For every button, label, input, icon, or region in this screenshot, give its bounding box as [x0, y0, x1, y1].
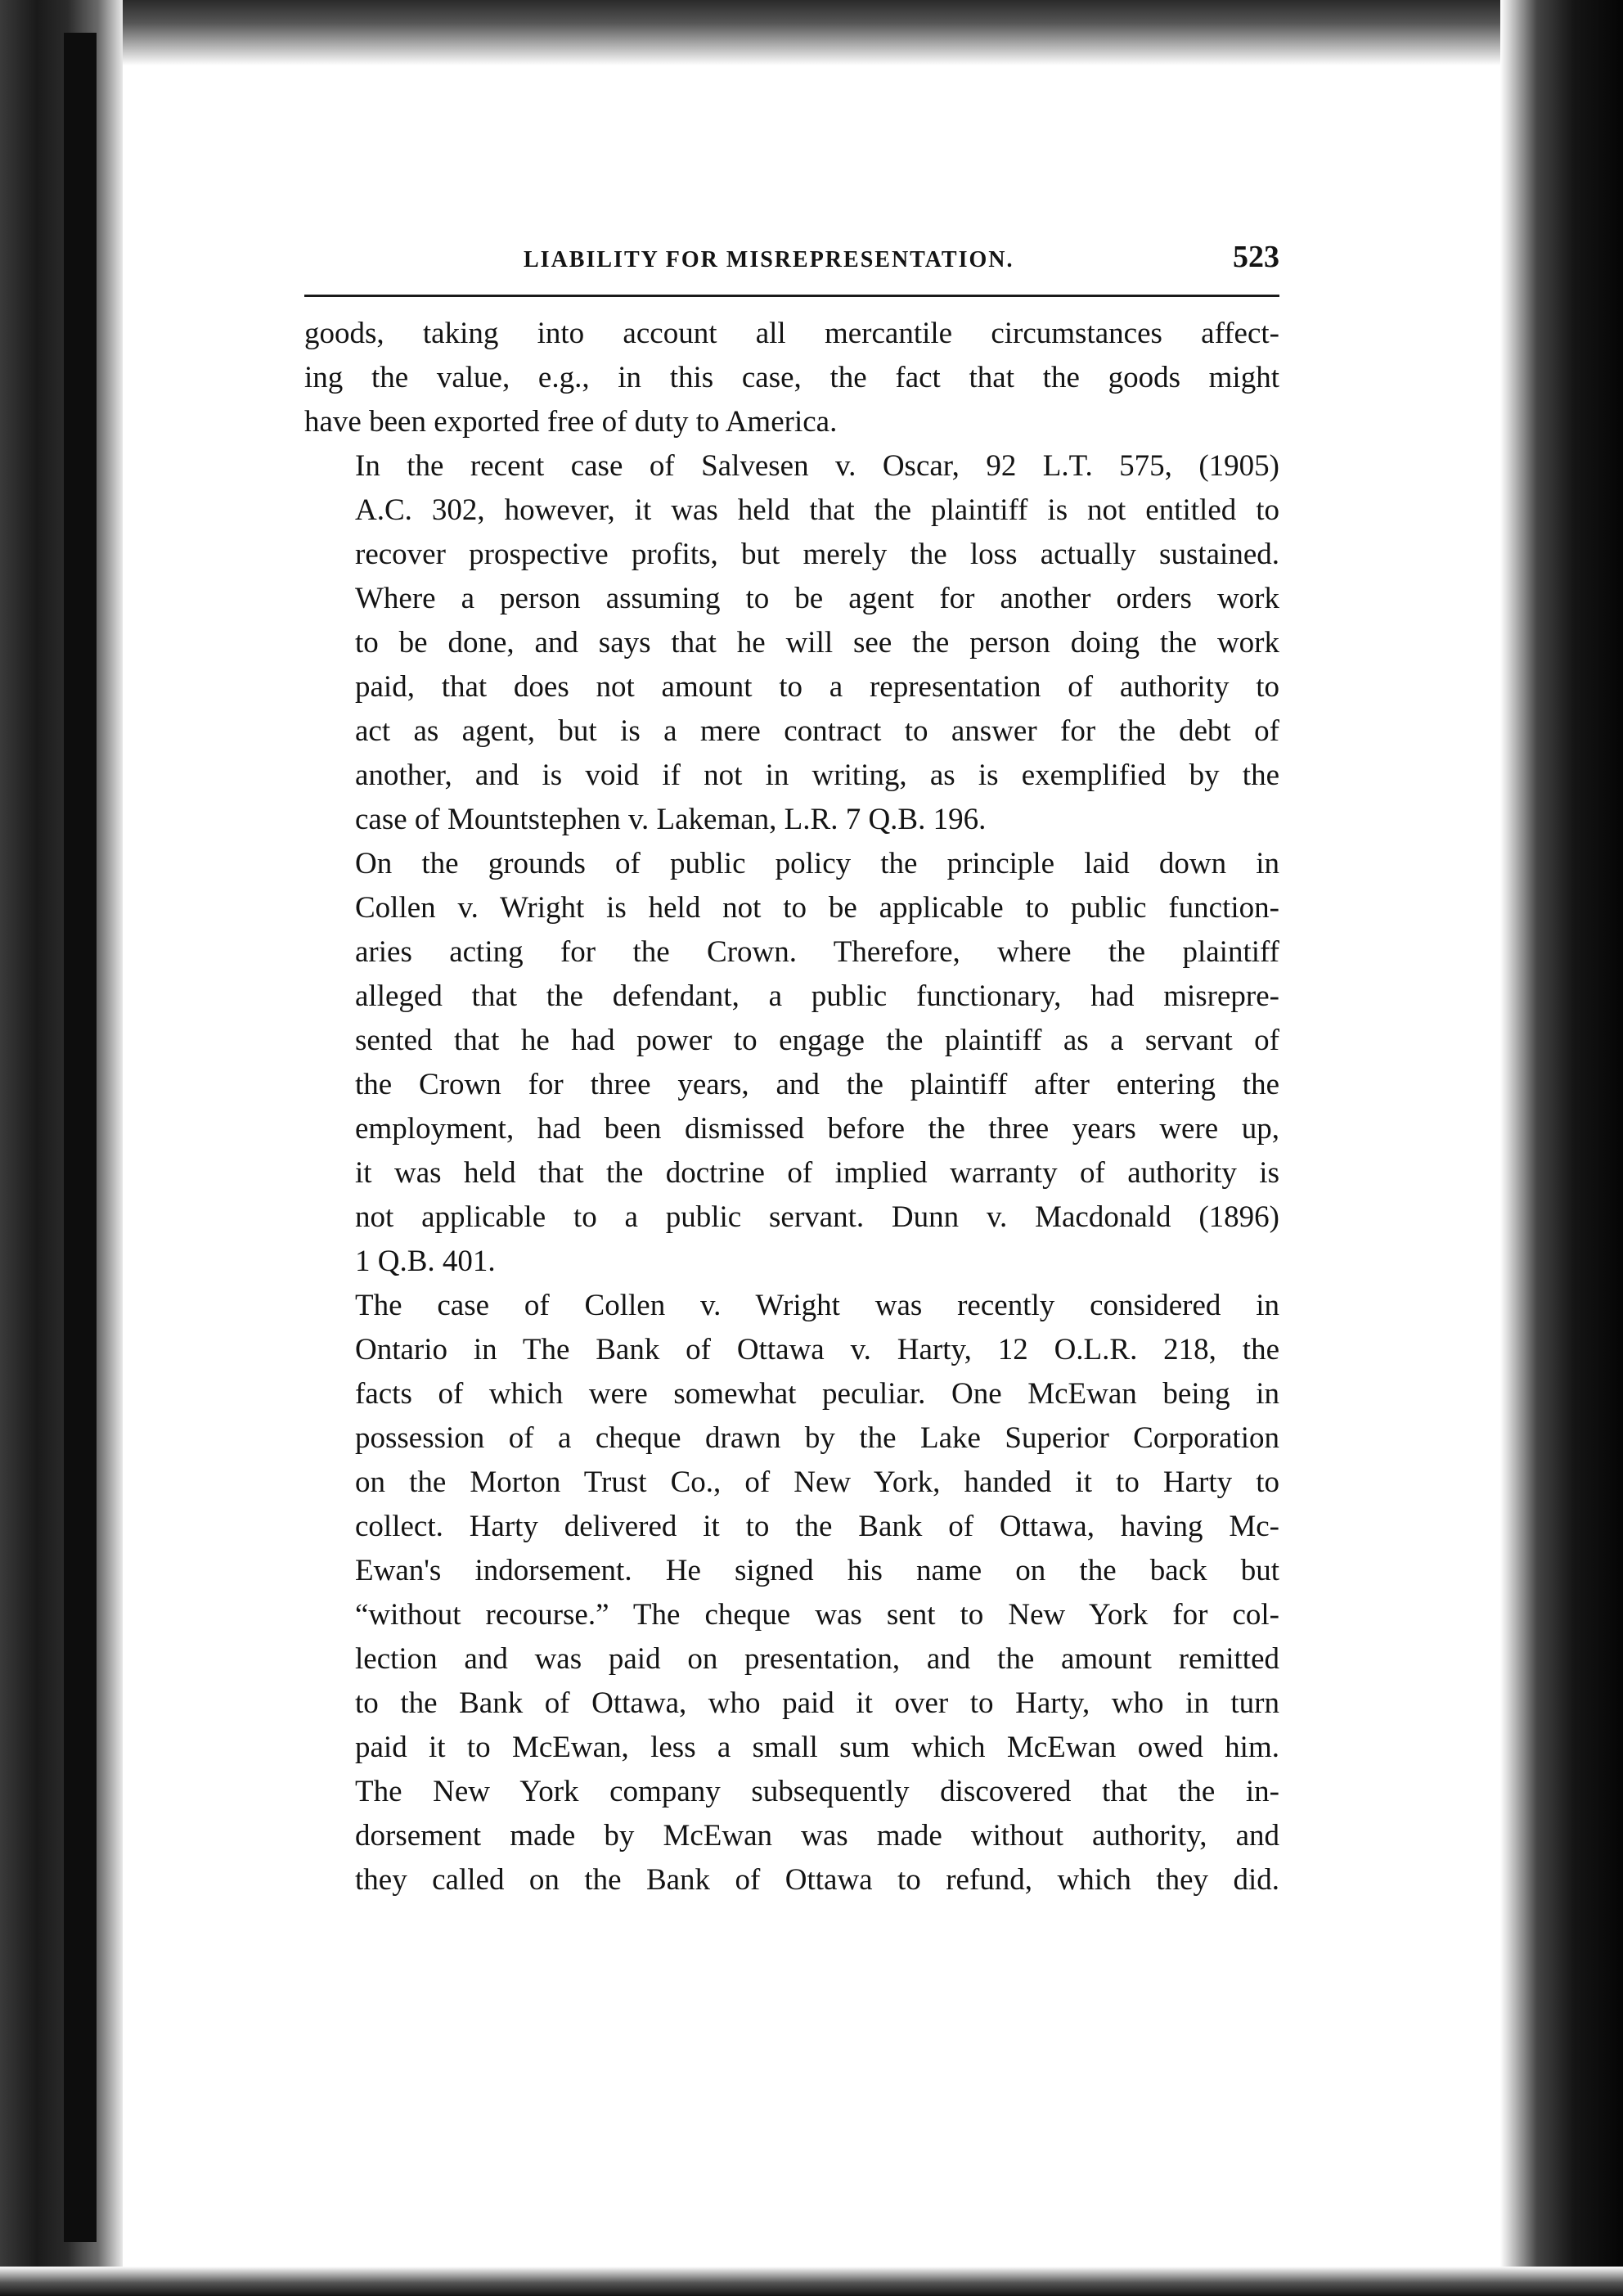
running-title: LIABILITY FOR MISREPRESENTATION. [524, 247, 1014, 272]
text-line: “without recourse.” The cheque was sent to New York for col- [355, 1598, 1279, 1632]
body-text [304, 312, 1279, 1902]
text-line: alleged that the defendant, a public functionary, had misrepre- [355, 979, 1279, 1013]
scan-right-edge [1500, 0, 1623, 2296]
text-line: ing the value, e.g., in this case, the fact that the goods might [304, 361, 1279, 394]
text-line: have been exported free of duty to America. [304, 405, 838, 439]
text-line: On the grounds of public policy the principle laid down in [355, 847, 1279, 880]
text-line: they called on the Bank of Ottawa to refund, which they did. [355, 1863, 1279, 1897]
scan-top-edge [0, 0, 1623, 65]
text-line: The New York company subsequently discovered that the in- [355, 1775, 1279, 1808]
text-line: lection and was paid on presentation, and the amount remitted [355, 1642, 1279, 1676]
text-line: case of Mountstephen v. Lakeman, L.R. 7 Q.B. 196. [355, 803, 987, 836]
text-line: Ewan's indorsement. He signed his name on the back but [355, 1554, 1279, 1587]
page-number: 523 [1233, 240, 1279, 274]
text-line: on the Morton Trust Co., of New York, handed it to Harty to [355, 1465, 1279, 1499]
text-line: collect. Harty delivered it to the Bank of Ottawa, having Mc- [355, 1510, 1279, 1543]
text-line: Collen v. Wright is held not to be applicable to public function- [355, 891, 1279, 925]
paragraph-1 [304, 312, 1279, 444]
text-line: employment, had been dismissed before the three years were up, [355, 1112, 1279, 1146]
text-line: Where a person assuming to be agent for another orders work [355, 582, 1279, 615]
text-line: sented that he had power to engage the plaintiff as a servant of [355, 1024, 1279, 1057]
text-line: act as agent, but is a mere contract to answer for the debt of [355, 714, 1279, 748]
text-line: not applicable to a public servant. Dunn v. Macdonald (1896) [355, 1200, 1279, 1234]
text-line: paid, that does not amount to a representation of authority to [355, 670, 1279, 704]
text-line: to be done, and says that he will see the person doing the work [355, 626, 1279, 660]
text-line: recover prospective profits, but merely the loss actually sustained. [355, 538, 1279, 571]
text-line: another, and is void if not in writing, as is exemplified by the [355, 759, 1279, 792]
paragraph-3 [304, 842, 1279, 1284]
text-line: to the Bank of Ottawa, who paid it over to Harty, who in turn [355, 1686, 1279, 1720]
text-line: possession of a cheque drawn by the Lake Superior Corporation [355, 1421, 1279, 1455]
text-line: 1 Q.B. 401. [355, 1245, 496, 1278]
text-line: aries acting for the Crown. Therefore, where the plaintiff [355, 935, 1279, 969]
text-line: the Crown for three years, and the plaintiff after entering the [355, 1068, 1279, 1101]
book-page [304, 237, 1279, 1902]
text-line: The case of Collen v. Wright was recently considered in [355, 1289, 1279, 1322]
text-line: facts of which were somewhat peculiar. One McEwan being in [355, 1377, 1279, 1411]
running-header [304, 237, 1279, 297]
scan-left-edge [0, 0, 123, 2296]
scan-binding-shadow [64, 33, 97, 2242]
text-line: dorsement made by McEwan was made without authority, and [355, 1819, 1279, 1853]
text-line: A.C. 302, however, it was held that the plaintiff is not entitled to [355, 493, 1279, 527]
paragraph-2 [304, 444, 1279, 842]
text-line: Ontario in The Bank of Ottawa v. Harty, 12 O.L.R. 218, the [355, 1333, 1279, 1366]
scan-bottom-edge [0, 2267, 1623, 2296]
text-line: goods, taking into account all mercantile circumstances affect- [304, 317, 1279, 350]
paragraph-4 [304, 1284, 1279, 1902]
text-line: it was held that the doctrine of implied warranty of authority is [355, 1156, 1279, 1190]
text-line: In the recent case of Salvesen v. Oscar, 92 L.T. 575, (1905) [355, 449, 1279, 483]
text-line: paid it to McEwan, less a small sum which McEwan owed him. [355, 1731, 1279, 1764]
